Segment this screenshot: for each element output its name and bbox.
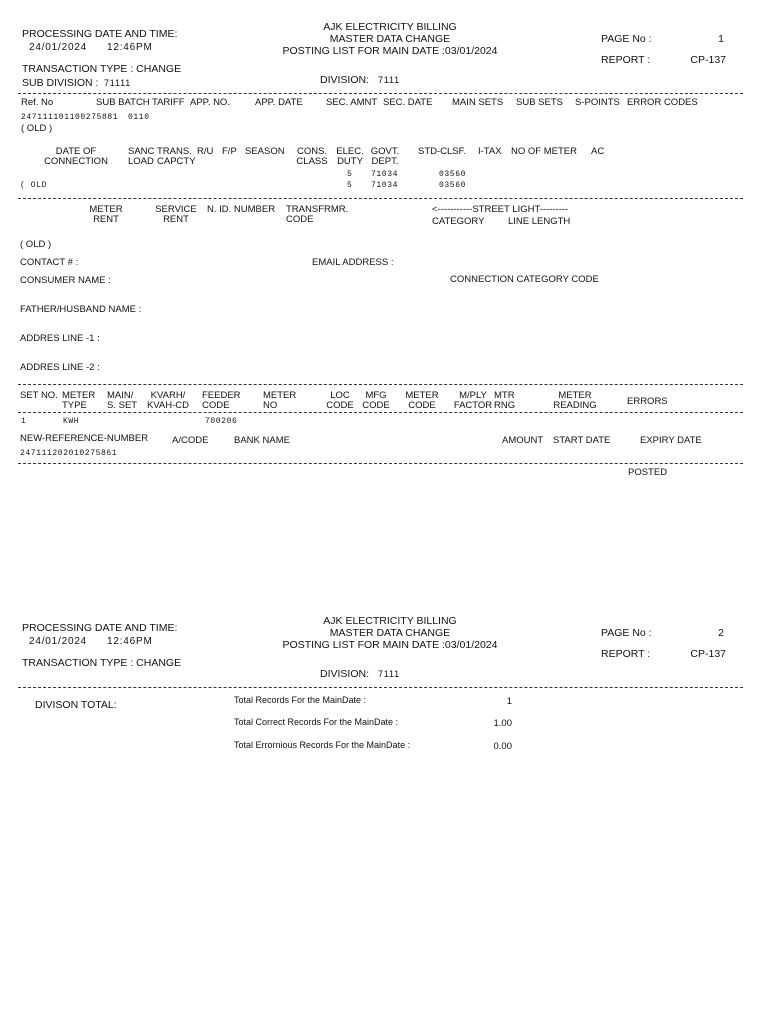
col-sub-sets: SUB SETS — [516, 97, 563, 108]
posting-list-title: POSTING LIST FOR MAIN DATE :03/01/2024 — [282, 45, 498, 57]
report-subtitle: MASTER DATA CHANGE — [329, 33, 451, 45]
sub-division-label: SUB DIVISION : — [22, 77, 99, 89]
report-subtitle: MASTER DATA CHANGE — [329, 627, 451, 639]
col-transfrmr-code-line2: CODE — [286, 214, 314, 226]
col-govt-dept-line1: GOVT. — [370, 146, 400, 157]
col-feeder-code-line1: FEEDER — [202, 390, 241, 401]
col-govt-dept-line2: DEPT. — [371, 156, 399, 168]
col-service-rent — [152, 205, 200, 226]
col-mtr-rng — [494, 391, 515, 412]
col-feeder-code-line2: CODE — [202, 400, 230, 412]
elec-duty-old-value: 5 — [347, 181, 353, 190]
division-total-label: DIVISON TOTAL: — [35, 699, 117, 711]
col-date-of-connection — [36, 147, 116, 168]
col-main-sset — [107, 391, 137, 412]
col-sanc-load — [128, 147, 154, 168]
col-meter-rent-line1: METER — [89, 204, 123, 215]
processing-date: 24/01/2024 — [29, 636, 88, 647]
col-meter-code — [404, 391, 440, 412]
col-season: SEASON — [245, 146, 285, 157]
col-kvarh — [145, 391, 191, 412]
col-transfrmr-code — [286, 205, 348, 226]
father-husband-name-label: FATHER/HUSBAND NAME : — [20, 304, 142, 315]
col-mtr-rng-line1: MTR — [494, 390, 515, 401]
col-fp: F/P — [222, 146, 237, 157]
division-label: DIVISION: — [320, 74, 370, 86]
col-elec-duty — [336, 147, 364, 168]
street-light-header: <-----------STREET LIGHT--------- — [432, 204, 569, 215]
acode-label: A/CODE — [172, 435, 209, 446]
total-records-value: 1 — [506, 696, 512, 707]
bank-name-label: BANK NAME — [234, 435, 290, 446]
col-sub-batch: SUB BATCH — [96, 97, 150, 108]
page-no-label: PAGE No : — [601, 33, 652, 45]
std-clsf-old-value: 03560 — [439, 181, 467, 190]
contact-label: CONTACT # : — [20, 257, 79, 268]
elec-duty-value: 5 — [347, 170, 353, 179]
report-title: AJK ELECTRICITY BILLING — [323, 21, 457, 33]
col-set-no: SET NO. — [20, 390, 58, 401]
col-meter-code-line1: METER — [405, 390, 439, 401]
col-meter-reading-line1: METER — [558, 390, 592, 401]
col-meter-type-line2: TYPE — [62, 400, 87, 412]
posting-list-title: POSTING LIST FOR MAIN DATE :03/01/2024 — [282, 639, 498, 651]
col-service-rent-line2: RENT — [163, 214, 189, 226]
report-code: CP-137 — [690, 648, 726, 660]
divider — [18, 687, 743, 688]
report-code: CP-137 — [690, 54, 726, 66]
col-sanc-load-line1: SANC — [128, 146, 155, 157]
posted-status: POSTED — [628, 467, 668, 478]
col-elec-duty-line2: DUTY — [337, 156, 363, 168]
division-value: 7111 — [378, 75, 400, 85]
meter-set-no: 1 — [21, 417, 27, 426]
col-cons-class-line1: CONS. — [296, 146, 328, 157]
col-error-codes: ERROR CODES — [627, 97, 698, 108]
meter-type-value: KWH — [63, 417, 80, 426]
col-meter-no — [263, 391, 296, 412]
col-cons-class — [294, 147, 330, 168]
tariff-value: 0110 — [128, 113, 150, 122]
col-elec-duty-line1: ELEC. — [336, 146, 364, 157]
col-meter-code-line2: CODE — [408, 400, 436, 412]
col-loc-code-line1: LOC — [330, 390, 350, 401]
correct-records-label: Total Correct Records For the MainDate : — [234, 717, 399, 727]
col-meter-type-line1: METER — [62, 390, 96, 401]
page-no: 1 — [718, 33, 724, 45]
ref-number-value: 247111101100275881 — [21, 113, 119, 122]
col-loc-code-line2: CODE — [326, 400, 354, 412]
govt-dept-old-value: 71034 — [371, 181, 399, 190]
col-kvarh-line1: KVARH/ — [150, 390, 186, 401]
col-ru: R/U — [197, 146, 214, 157]
col-main-sset-line2: S. SET — [107, 400, 138, 412]
col-govt-dept — [368, 147, 402, 168]
col-meter-no-line2: NO — [263, 400, 278, 412]
col-trans-capcty — [157, 147, 196, 168]
govt-dept-value: 71034 — [371, 170, 399, 179]
divider — [18, 463, 743, 464]
amount-label: AMOUNT — [502, 435, 544, 446]
col-mply-factor-line2: FACTOR — [453, 400, 493, 412]
email-label: EMAIL ADDRESS : — [312, 257, 394, 268]
col-mfg-code-line2: CODE — [362, 400, 390, 412]
col-tariff: TARIFF — [152, 97, 185, 108]
col-app-no: APP. NO. — [190, 97, 230, 108]
col-trans-capcty-line1: TRANS. — [157, 146, 192, 157]
col-s-points: S-POINTS — [575, 97, 620, 108]
col-transfrmr-code-line1: TRANSFRMR. — [286, 204, 349, 215]
col-feeder-code — [202, 391, 241, 412]
col-no-of-meter: NO OF METER — [511, 146, 577, 157]
col-mtr-rng-line2: RNG — [494, 400, 516, 412]
col-date-of-connection-line2: CONNECTION — [44, 156, 108, 168]
col-app-date: APP. DATE — [255, 97, 303, 108]
report-title: AJK ELECTRICITY BILLING — [323, 615, 457, 627]
col-sec-date: SEC. DATE — [383, 97, 433, 108]
col-ref-no: Ref. No — [21, 97, 54, 108]
divider — [18, 93, 743, 94]
col-itax: I-TAX — [478, 146, 502, 157]
report-label: REPORT : — [601, 648, 651, 660]
old-marker: ( OLD ) — [21, 123, 53, 134]
divider — [18, 412, 743, 413]
col-mfg-code — [362, 391, 390, 412]
new-reference-number-value: 247111202010275861 — [20, 449, 118, 458]
col-main-sset-line1: MAIN/ — [107, 390, 134, 401]
col-category: CATEGORY — [432, 216, 485, 227]
col-meter-rent — [82, 205, 130, 226]
expiry-date-label: EXPIRY DATE — [640, 435, 702, 446]
col-meter-reading — [544, 391, 606, 412]
col-nid-number: N. ID. NUMBER — [207, 204, 276, 215]
col-mply-factor-line1: M/PLY — [459, 390, 487, 401]
col-service-rent-line1: SERVICE — [155, 204, 197, 215]
division-value: 7111 — [378, 669, 400, 679]
new-reference-number-label: NEW-REFERENCE-NUMBER — [20, 433, 149, 444]
address-line-1-label: ADDRES LINE -1 : — [20, 333, 100, 344]
col-trans-capcty-line2: CAPCTY — [157, 156, 196, 168]
processing-time: 12:46PM — [107, 42, 153, 53]
col-errors: ERRORS — [627, 396, 668, 407]
col-std-clsf: STD-CLSF. — [418, 146, 467, 157]
col-mply-factor — [450, 391, 496, 412]
col-meter-reading-line2: READING — [553, 400, 597, 412]
connection-category-label: CONNECTION CATEGORY CODE — [450, 274, 599, 285]
page-no: 2 — [718, 627, 724, 639]
col-ac: AC — [591, 146, 605, 157]
sub-division-value: 71111 — [104, 78, 132, 88]
consumer-name-label: CONSUMER NAME : — [20, 275, 111, 286]
division-label: DIVISION: — [320, 668, 370, 680]
transaction-type: TRANSACTION TYPE : CHANGE — [22, 63, 182, 75]
report-label: REPORT : — [601, 54, 651, 66]
processing-date-label: PROCESSING DATE AND TIME: — [22, 622, 178, 634]
col-main-sets: MAIN SETS — [452, 97, 504, 108]
processing-date: 24/01/2024 — [29, 42, 88, 53]
col-kvarh-line2: KVAH-CD — [146, 400, 190, 412]
col-line-length: LINE LENGTH — [508, 216, 571, 227]
col-sanc-load-line2: LOAD — [128, 156, 154, 168]
col-loc-code — [326, 391, 354, 412]
address-line-2-label: ADDRES LINE -2 : — [20, 362, 100, 373]
divider — [18, 384, 743, 385]
old-marker: ( OLD ) — [20, 239, 52, 250]
feeder-code-value: 700206 — [205, 417, 238, 426]
col-meter-rent-line2: RENT — [93, 214, 119, 226]
transaction-type: TRANSACTION TYPE : CHANGE — [22, 657, 182, 669]
processing-time: 12:46PM — [107, 636, 153, 647]
error-records-value: 0.00 — [493, 741, 512, 752]
processing-date-label: PROCESSING DATE AND TIME: — [22, 28, 178, 40]
start-date-label: START DATE — [553, 435, 611, 446]
correct-records-value: 1.00 — [493, 718, 512, 729]
page-no-label: PAGE No : — [601, 627, 652, 639]
total-records-label: Total Records For the MainDate : — [234, 695, 367, 705]
col-meter-type — [62, 391, 95, 412]
old-marker: ( OLD — [20, 181, 48, 190]
col-cons-class-line2: CLASS — [296, 156, 328, 168]
std-clsf-value: 03560 — [439, 170, 467, 179]
divider — [18, 198, 743, 199]
col-meter-no-line1: METER — [263, 390, 297, 401]
col-sec-amnt: SEC. AMNT — [326, 97, 378, 108]
error-records-label: Total Errornious Records For the MainDate : — [234, 740, 411, 750]
col-date-of-connection-line1: DATE OF — [55, 146, 97, 157]
col-mfg-code-line1: MFG — [365, 390, 387, 401]
